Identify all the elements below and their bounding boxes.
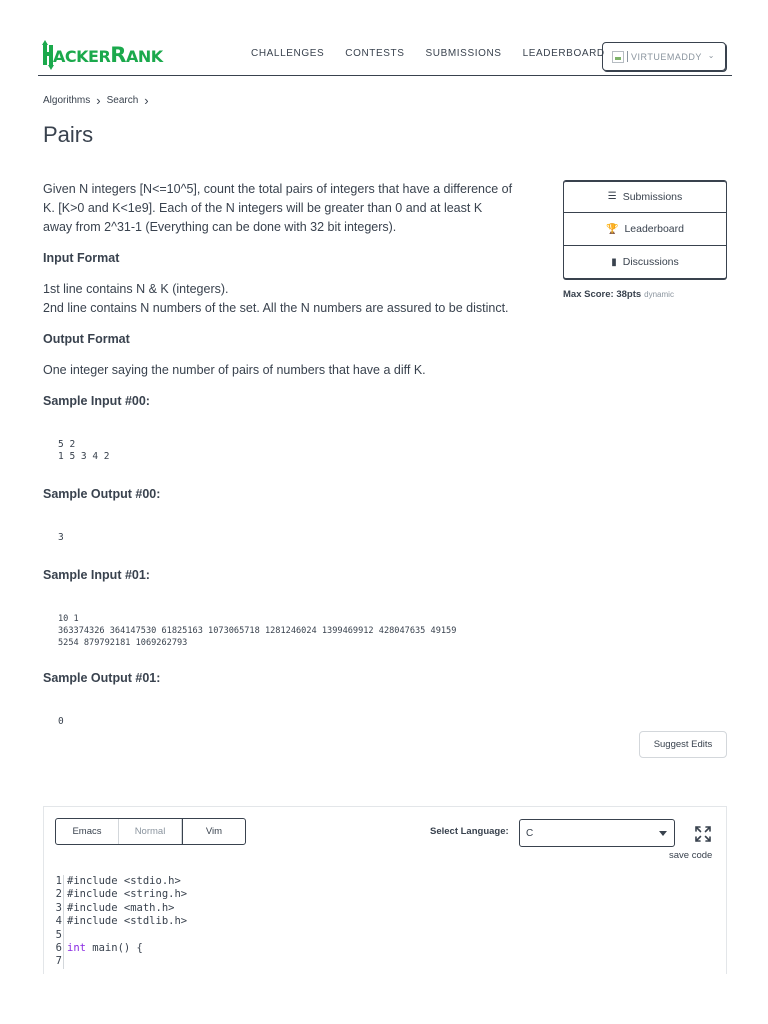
line-number: 3: [52, 902, 64, 915]
dynamic-badge: dynamic: [644, 290, 674, 299]
code-keyword: int: [67, 942, 86, 955]
code-editor-panel: [43, 806, 727, 974]
code-text: #include <math.h>: [67, 901, 175, 914]
nav-challenges[interactable]: CHALLENGES: [251, 48, 325, 59]
code-area[interactable]: [52, 875, 187, 969]
save-code-link[interactable]: save code: [669, 850, 713, 861]
problem-sidebar: [563, 180, 727, 300]
line-number: 6: [52, 942, 64, 955]
page-title: Pairs: [43, 122, 94, 147]
breadcrumb-search[interactable]: Search: [106, 95, 139, 106]
input-format-line-1: 1st line contains N & K (integers).: [43, 282, 229, 296]
logo-wordmark: ACKERRANK: [53, 43, 163, 67]
statement-text: Given N integers [N<=10^5], count the total pairs of integers that have a difference of K. [K>0 and K<1e9]. Each of the N integers will be greater than 0 and at least K away from 2^31-1 (Everything can be done with 32 bit integers).: [43, 182, 513, 234]
problem-statement: [43, 180, 513, 752]
line-number: 2: [52, 888, 64, 901]
select-language-label: Select Language:: [430, 826, 509, 837]
dropdown-caret-icon: [659, 831, 667, 836]
nav-leaderboard[interactable]: LEADERBOARD: [522, 48, 605, 59]
list-icon: ☰: [607, 191, 617, 202]
discussions-button[interactable]: [563, 246, 727, 279]
editor-mode-toggle: [55, 818, 246, 845]
user-menu-button[interactable]: [602, 42, 726, 71]
mode-emacs[interactable]: Emacs: [56, 819, 119, 844]
divider: [627, 51, 628, 62]
sample-output-00-heading: Sample Output #00:: [43, 487, 161, 501]
code-text: #include <stdlib.h>: [67, 915, 188, 928]
discussions-label: Discussions: [622, 256, 679, 268]
input-format-heading: Input Format: [43, 251, 120, 265]
line-number: 7: [52, 955, 64, 968]
code-line: [52, 875, 187, 888]
leaderboard-label: Leaderboard: [624, 223, 684, 235]
sample-input-00: 5 2 1 5 3 4 2: [58, 439, 110, 462]
line-number: 4: [52, 915, 64, 928]
submissions-label: Submissions: [622, 190, 683, 203]
hackerrank-logo[interactable]: [42, 40, 163, 70]
max-score-label: Max Score: 38pts: [563, 289, 642, 300]
chevron-down-icon: ⌄: [707, 51, 715, 60]
code-line: [52, 902, 187, 915]
max-score: [563, 289, 727, 300]
main-nav: [251, 48, 626, 59]
output-format-text: One integer saying the number of pairs of numbers that have a diff K.: [43, 363, 426, 377]
sample-input-01: 10 1 363374326 364147530 61825163 1073065718 1281246024 1399469912 428047635 49159 5254 879792181 1069262793: [58, 614, 457, 648]
sample-output-00: 3: [58, 532, 64, 543]
code-line: [52, 915, 187, 928]
leaderboard-button[interactable]: [563, 213, 727, 246]
breadcrumb: [43, 92, 155, 108]
chevron-right-icon: ›: [144, 92, 149, 108]
chevron-right-icon: ›: [96, 92, 101, 108]
sample-input-00-heading: Sample Input #00:: [43, 394, 150, 408]
mode-normal[interactable]: Normal: [119, 819, 182, 844]
sample-output-01-heading: Sample Output #01:: [43, 671, 161, 685]
nav-submissions[interactable]: SUBMISSIONS: [425, 48, 502, 59]
comment-icon: ▮: [611, 256, 617, 268]
broken-image-icon: [612, 51, 624, 63]
line-number: 1: [52, 875, 64, 888]
mode-vim[interactable]: Vim: [182, 819, 245, 844]
breadcrumb-algorithms[interactable]: Algorithms: [43, 95, 91, 106]
submissions-button[interactable]: [563, 180, 727, 213]
line-number: 5: [52, 929, 64, 942]
code-text: #include <stdio.h>: [67, 875, 181, 887]
nav-contests[interactable]: CONTESTS: [345, 48, 405, 59]
code-text: #include <string.h>: [67, 888, 188, 901]
code-line: [52, 929, 187, 942]
username: VIRTUEMADDY: [631, 51, 702, 62]
code-line: [52, 888, 187, 901]
code-line: [52, 955, 187, 968]
output-format-heading: Output Format: [43, 332, 130, 346]
input-format-line-2: 2nd line contains N numbers of the set. All the N numbers are assured to be distinct.: [43, 301, 509, 315]
sample-output-01: 0: [58, 716, 64, 727]
code-text: main() {: [85, 942, 143, 955]
input-format-text: [43, 280, 513, 318]
sample-input-01-heading: Sample Input #01:: [43, 568, 150, 582]
code-line: [52, 942, 187, 955]
language-select[interactable]: [519, 819, 675, 847]
top-navbar: [38, 36, 732, 76]
fullscreen-icon[interactable]: [694, 825, 712, 843]
language-value: C: [526, 827, 534, 839]
suggest-edits-button[interactable]: Suggest Edits: [639, 731, 727, 758]
trophy-icon: 🏆: [605, 223, 619, 235]
